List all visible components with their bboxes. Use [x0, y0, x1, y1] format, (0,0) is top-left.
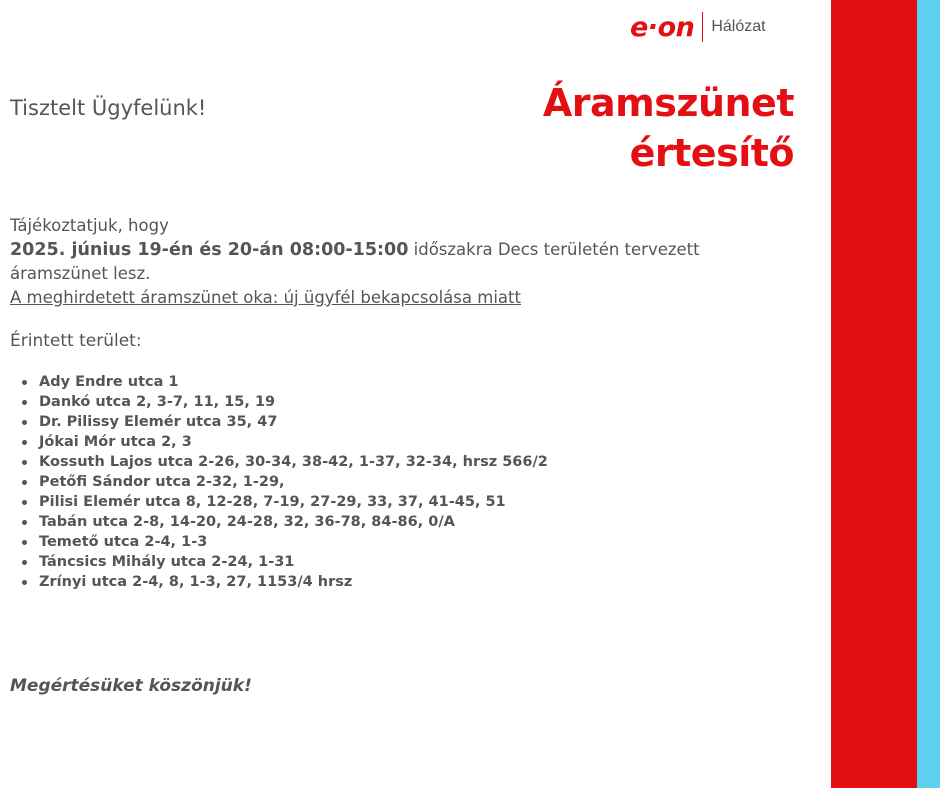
list-item: Jókai Mór utca 2, 3 [10, 432, 548, 452]
list-item: Tabán utca 2-8, 14-20, 24-28, 32, 36-78, 84-86, 0/A [10, 512, 548, 532]
list-item: Temető utca 2-4, 1-3 [10, 532, 548, 552]
eon-logo [630, 10, 766, 44]
list-item: Zrínyi utca 2-4, 8, 1-3, 27, 1153/4 hrsz [10, 572, 548, 592]
logo-subtitle: Hálózat [711, 18, 766, 35]
logo-separator [702, 12, 703, 42]
list-item: Dr. Pilissy Elemér utca 35, 47 [10, 412, 548, 432]
title-line-1: Áramszünet [542, 81, 794, 125]
notice-text [10, 214, 810, 310]
closing-text: Megértésüket köszönjük! [10, 676, 252, 696]
notice-period-text: időszakra Decs területén tervezett [408, 240, 700, 259]
blue-side-stripe [917, 0, 940, 788]
page-title [543, 78, 794, 178]
notice-intro: Tájékoztatjuk, hogy [10, 216, 169, 235]
notice-date-time: 2025. június 19-én és 20-án 08:00-15:00 [10, 240, 409, 260]
list-item: Petőfi Sándor utca 2-32, 1-29, [10, 472, 548, 492]
list-item: Dankó utca 2, 3-7, 11, 15, 19 [10, 392, 548, 412]
notice-reason: A meghirdetett áramszünet oka: új ügyfél bekapcsolása miatt [10, 288, 521, 307]
list-item: Pilisi Elemér utca 8, 12-28, 7-19, 27-29, 33, 37, 41-45, 51 [10, 492, 548, 512]
affected-area-heading: Érintett terület: [10, 331, 142, 351]
greeting: Tisztelt Ügyfelünk! [10, 96, 207, 120]
title-line-2: értesítő [629, 131, 794, 175]
logo-mark: e·on [630, 11, 695, 43]
list-item: Táncsics Mihály utca 2-24, 1-31 [10, 552, 548, 572]
list-item: Kossuth Lajos utca 2-26, 30-34, 38-42, 1-37, 32-34, hrsz 566/2 [10, 452, 548, 472]
street-list [10, 372, 548, 592]
notice-period-end: áramszünet lesz. [10, 264, 151, 283]
list-item: Ady Endre utca 1 [10, 372, 548, 392]
red-side-stripe [831, 0, 917, 788]
notice-period [10, 238, 810, 262]
